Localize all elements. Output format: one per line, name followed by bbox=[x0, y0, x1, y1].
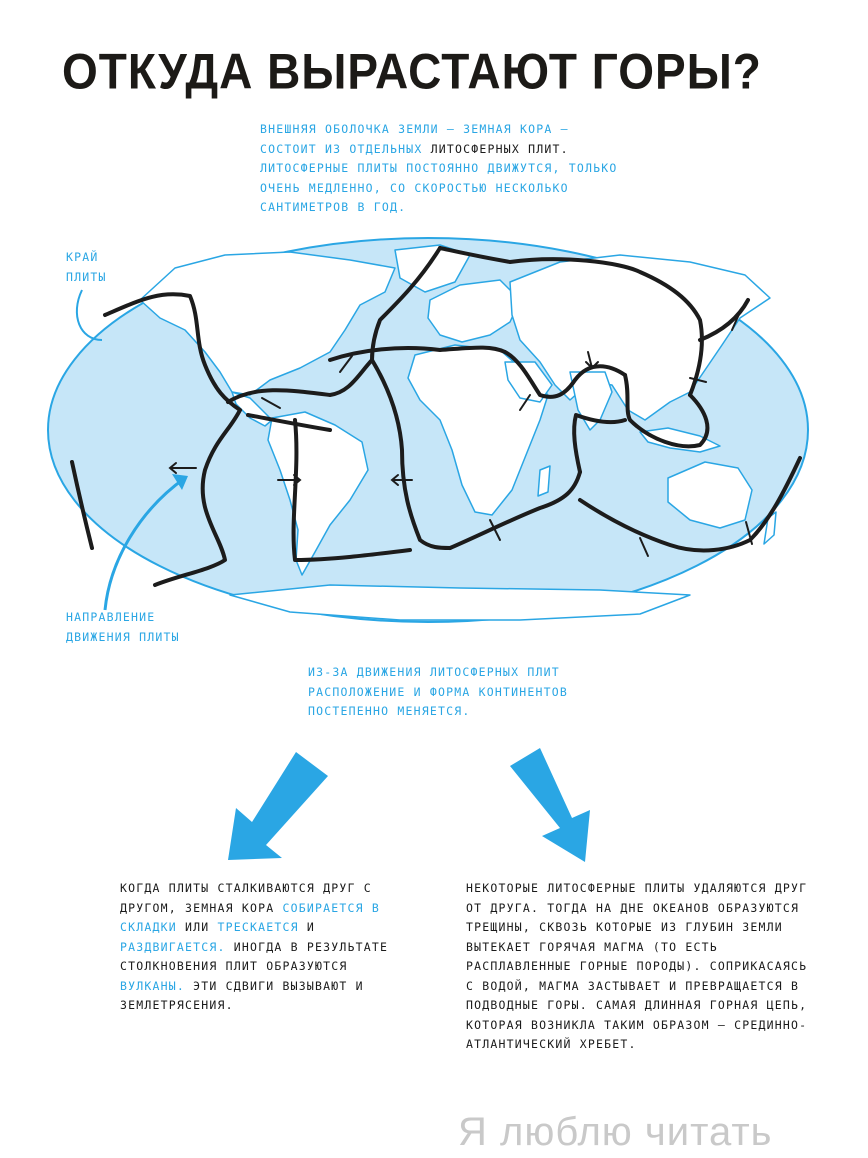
left-text-3: И bbox=[306, 920, 315, 934]
intro-highlight: ЛИТОСФЕРНЫХ ПЛИТ. bbox=[430, 141, 569, 156]
left-text-2: ИЛИ bbox=[185, 920, 210, 934]
left-text-1: КОГДА ПЛИТЫ СТАЛКИВАЮТСЯ ДРУГ С ДРУГОМ, ЗЕМНАЯ КОРА bbox=[120, 881, 372, 915]
watermark: Я люблю читать bbox=[458, 1110, 773, 1154]
page-title: ОТКУДА ВЫРАСТАЮТ ГОРЫ? bbox=[62, 43, 762, 100]
big-arrow-right bbox=[510, 748, 590, 862]
madagascar bbox=[538, 466, 550, 496]
left-text-4: ИНОГДА В РЕЗУЛЬТАТЕ СТОЛКНОВЕНИЯ ПЛИТ ОБРАЗУЮТСЯ bbox=[120, 939, 389, 973]
intro-part1: ВНЕШНЯЯ ОБОЛОЧКА ЗЕМЛИ — ЗЕМНАЯ КОРА — СОСТОИТ ИЗ ОТДЕЛЬНЫХ bbox=[260, 122, 569, 156]
left-highlight-cracks: ТРЕСКАЕТСЯ bbox=[217, 920, 299, 934]
plate-edge-label: КРАЙ ПЛИТЫ bbox=[66, 250, 107, 284]
left-column-text bbox=[120, 879, 410, 1016]
left-highlight-folds: СОБИРАЕТСЯ В СКЛАДКИ bbox=[120, 900, 380, 934]
left-highlight-volcanoes: ВУЛКАНЫ. bbox=[120, 978, 185, 993]
plate-edge-pointer bbox=[77, 290, 102, 340]
middle-text: ИЗ-ЗА ДВИЖЕНИЯ ЛИТОСФЕРНЫХ ПЛИТ РАСПОЛОЖЕНИЕ И ФОРМА КОНТИНЕНТОВ ПОСТЕПЕННО МЕНЯЕТСЯ. bbox=[308, 665, 568, 718]
right-column-text: НЕКОТОРЫЕ ЛИТОСФЕРНЫЕ ПЛИТЫ УДАЛЯЮТСЯ ДРУГ ОТ ДРУГА. ТОГДА НА ДНЕ ОКЕАНОВ ОБРАЗУЮТСЯ ТРЕЩИНЫ, СКВОЗЬ КОТОРЫЕ ИЗ ГЛУБИН ЗЕМЛИ ВЫТЕКАЕТ ГОРЯЧАЯ МАГМА (ТО ЕСТЬ РАСПЛАВЛЕННЫЕ ГОРНЫЕ ПОРОДЫ). СОПРИКАСАЯСЬ С ВОДОЙ, МАГМА ЗАСТЫВАЕТ И ПРЕВРАЩАЕТСЯ В ПОДВОДНЫЕ ГОРЫ. САМАЯ ДЛИННАЯ ГОРНАЯ ЦЕПЬ, КОТОРАЯ ВОЗНИКЛА ТАКИМ ОБРАЗОМ — СРЕДИННО-АТЛАНТИЧЕСКИЙ ХРЕБЕТ. bbox=[466, 881, 808, 1051]
left-highlight-spreads: РАЗДВИГАЕТСЯ. bbox=[120, 939, 226, 954]
left-text-5: ЭТИ СДВИГИ ВЫЗЫВАЮТ И ЗЕМЛЕТРЯСЕНИЯ. bbox=[120, 978, 364, 1012]
intro-part2: ЛИТОСФЕРНЫЕ ПЛИТЫ ПОСТОЯННО ДВИЖУТСЯ, ТОЛЬКО ОЧЕНЬ МЕДЛЕННО, СО СКОРОСТЬЮ НЕСКОЛЬКО САНТИМЕТРОВ В ГОД. bbox=[260, 161, 618, 214]
plate-direction-label: НАПРАВЛЕНИЕ ДВИЖЕНИЯ ПЛИТЫ bbox=[66, 610, 180, 644]
big-arrow-left bbox=[228, 752, 328, 860]
